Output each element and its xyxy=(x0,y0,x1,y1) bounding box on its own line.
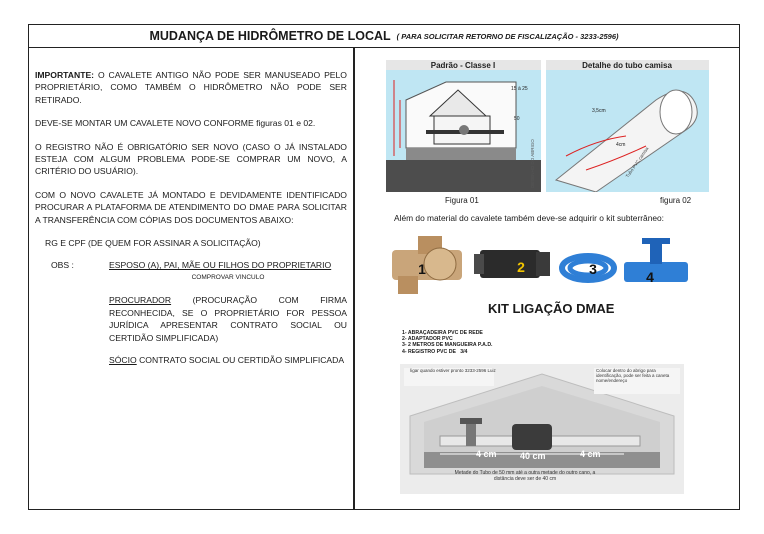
kit-components-image xyxy=(388,232,693,300)
adaptador-part xyxy=(474,250,550,278)
photo-note-right: Colocar dentro do abrigo para identificação, pode ser feita a caneta nome/endereço xyxy=(596,368,670,383)
kit-item-4-size: 3/4 xyxy=(460,348,468,355)
header-bar xyxy=(29,25,739,48)
photo-note-left: ligar quando estiver pronto 3233-2596 Luiz xyxy=(410,368,496,373)
photo-dim-left: 4 cm xyxy=(476,449,497,459)
figure-01-side-text: DESENHO DO ABRIGO xyxy=(530,139,535,188)
procurar-paragraph: COM O NOVO CAVALETE JÁ MONTADO E DEVIDAMENTE IDENTIFICADO PROCURAR A PLATAFORMA DE ATENDIMENTO DO DMAE PARA SOLICITAR A TRANSFERÊNCIA COM CÓPIAS DOS DOCUMENTOS ABAIXO: xyxy=(35,189,347,225)
kit-item-1: 1- ABRAÇADEIRA PVC DE REDE xyxy=(402,330,483,336)
important-paragraph xyxy=(35,69,347,106)
figure-01-label-a: 15 à 25 xyxy=(511,86,528,92)
figure-02-label-a: 3,5cm xyxy=(592,108,606,114)
photo-dim-right: 4 cm xyxy=(580,449,601,459)
obs-label: OBS : xyxy=(51,260,74,271)
figure-02-diagram xyxy=(546,60,709,192)
kit-item-4-row xyxy=(402,349,493,355)
mangueira-part xyxy=(562,256,614,280)
registro-part xyxy=(624,238,688,282)
kit-number-4: 4 xyxy=(646,269,654,285)
kit-item-3: 3- 2 METROS DE MANGUEIRA P.A.D. xyxy=(402,342,493,349)
figure-01-title: Padrão - Classe I xyxy=(430,61,496,70)
kit-number-1: 1 xyxy=(418,261,426,277)
kit-title: KIT LIGAÇÃO DMAE xyxy=(488,301,615,316)
obs-family-note: COMPROVAR VINCULO xyxy=(191,273,265,281)
column-divider xyxy=(353,47,355,509)
obs-family-label: ESPOSO (A), PAI, MÃE OU FILHOS DO PROPRIETARIO xyxy=(109,260,332,271)
kit-number-3: 3 xyxy=(589,261,597,277)
obs-item-family xyxy=(109,259,347,284)
figure-01-diagram xyxy=(386,60,541,192)
rg-cpf-line: RG E CPF (DE QUEM FOR ASSINAR A SOLICITAÇÃO) xyxy=(45,238,261,249)
kit-item-2: 2- ADAPTADOR PVC xyxy=(402,336,453,343)
figure-02-label-c: Tubo PVC camisa xyxy=(624,146,650,179)
new-cavalete-paragraph: DEVE-SE MONTAR UM CAVALETE NOVO CONFORME figuras 01 e 02. xyxy=(35,118,316,129)
photo-dim-center: 40 cm xyxy=(520,451,546,461)
obs-procurador-label: PROCURADOR xyxy=(109,295,172,306)
obs-item-socio xyxy=(109,354,347,366)
figure-02-label-b: 4cm xyxy=(616,142,626,148)
abracadeira-part xyxy=(392,236,462,294)
instructions-column xyxy=(35,69,347,376)
kit-number-2: 2 xyxy=(517,259,525,275)
kit-items-list xyxy=(402,330,493,355)
obs-socio-text: CONTRATO SOCIAL OU CERTIDÃO SIMPLIFICADA xyxy=(136,354,345,365)
kit-intro-text: Além do material do cavalete também deve-se adquirir o kit subterrâneo: xyxy=(394,213,664,223)
photo-caption: Metade do Tubo de 50 mm até a outra metade do outro cano, a distância deve ser de 40 cm xyxy=(454,470,596,482)
important-label: IMPORTANTE: xyxy=(35,70,95,80)
figure-02-caption: figura 02 xyxy=(660,196,692,205)
figure-01-caption: Figura 01 xyxy=(445,196,479,205)
page-subtitle: ( PARA SOLICITAR RETORNO DE FISCALIZAÇÃO - 3233-2596) xyxy=(396,31,619,41)
obs-procurador-text: (PROCURAÇÃO COM FIRMA RECONHECIDA, SE O PROPRIETÁRIO FOR PESSOA JURÍDICA APRESENTAR CONTRATO SOCIAL OU CERTIDÃO SIMPLIFICADA) xyxy=(109,295,347,343)
figure-02-title: Detalhe do tubo camisa xyxy=(582,61,672,70)
page-title: MUDANÇA DE HIDRÔMETRO DE LOCAL xyxy=(149,29,391,43)
obs-socio-label: SÓCIO xyxy=(109,354,137,365)
kit-item-4: 4- REGISTRO PVC DE xyxy=(402,348,456,355)
figure-01-label-b: 50 xyxy=(514,116,520,122)
obs-list xyxy=(109,259,347,376)
important-text: O CAVALETE ANTIGO NÃO PODE SER MANUSEADO PELO PROPRIETÁRIO, COMO TAMBÉM O HIDRÔMETRO NÃO PODE SER RETIRADO. xyxy=(35,70,347,105)
obs-section xyxy=(51,259,347,376)
registro-paragraph: O REGISTRO NÃO É OBRIGATÓRIO SER NOVO (CASO O JÁ INSTALADO ESTEJA COM ALGUM PROBLEMA PODE-SE COMPRAR UM NOVO, A CRITÉRIO DO USUÁRIO). xyxy=(35,141,347,177)
obs-item-procurador xyxy=(109,294,347,344)
